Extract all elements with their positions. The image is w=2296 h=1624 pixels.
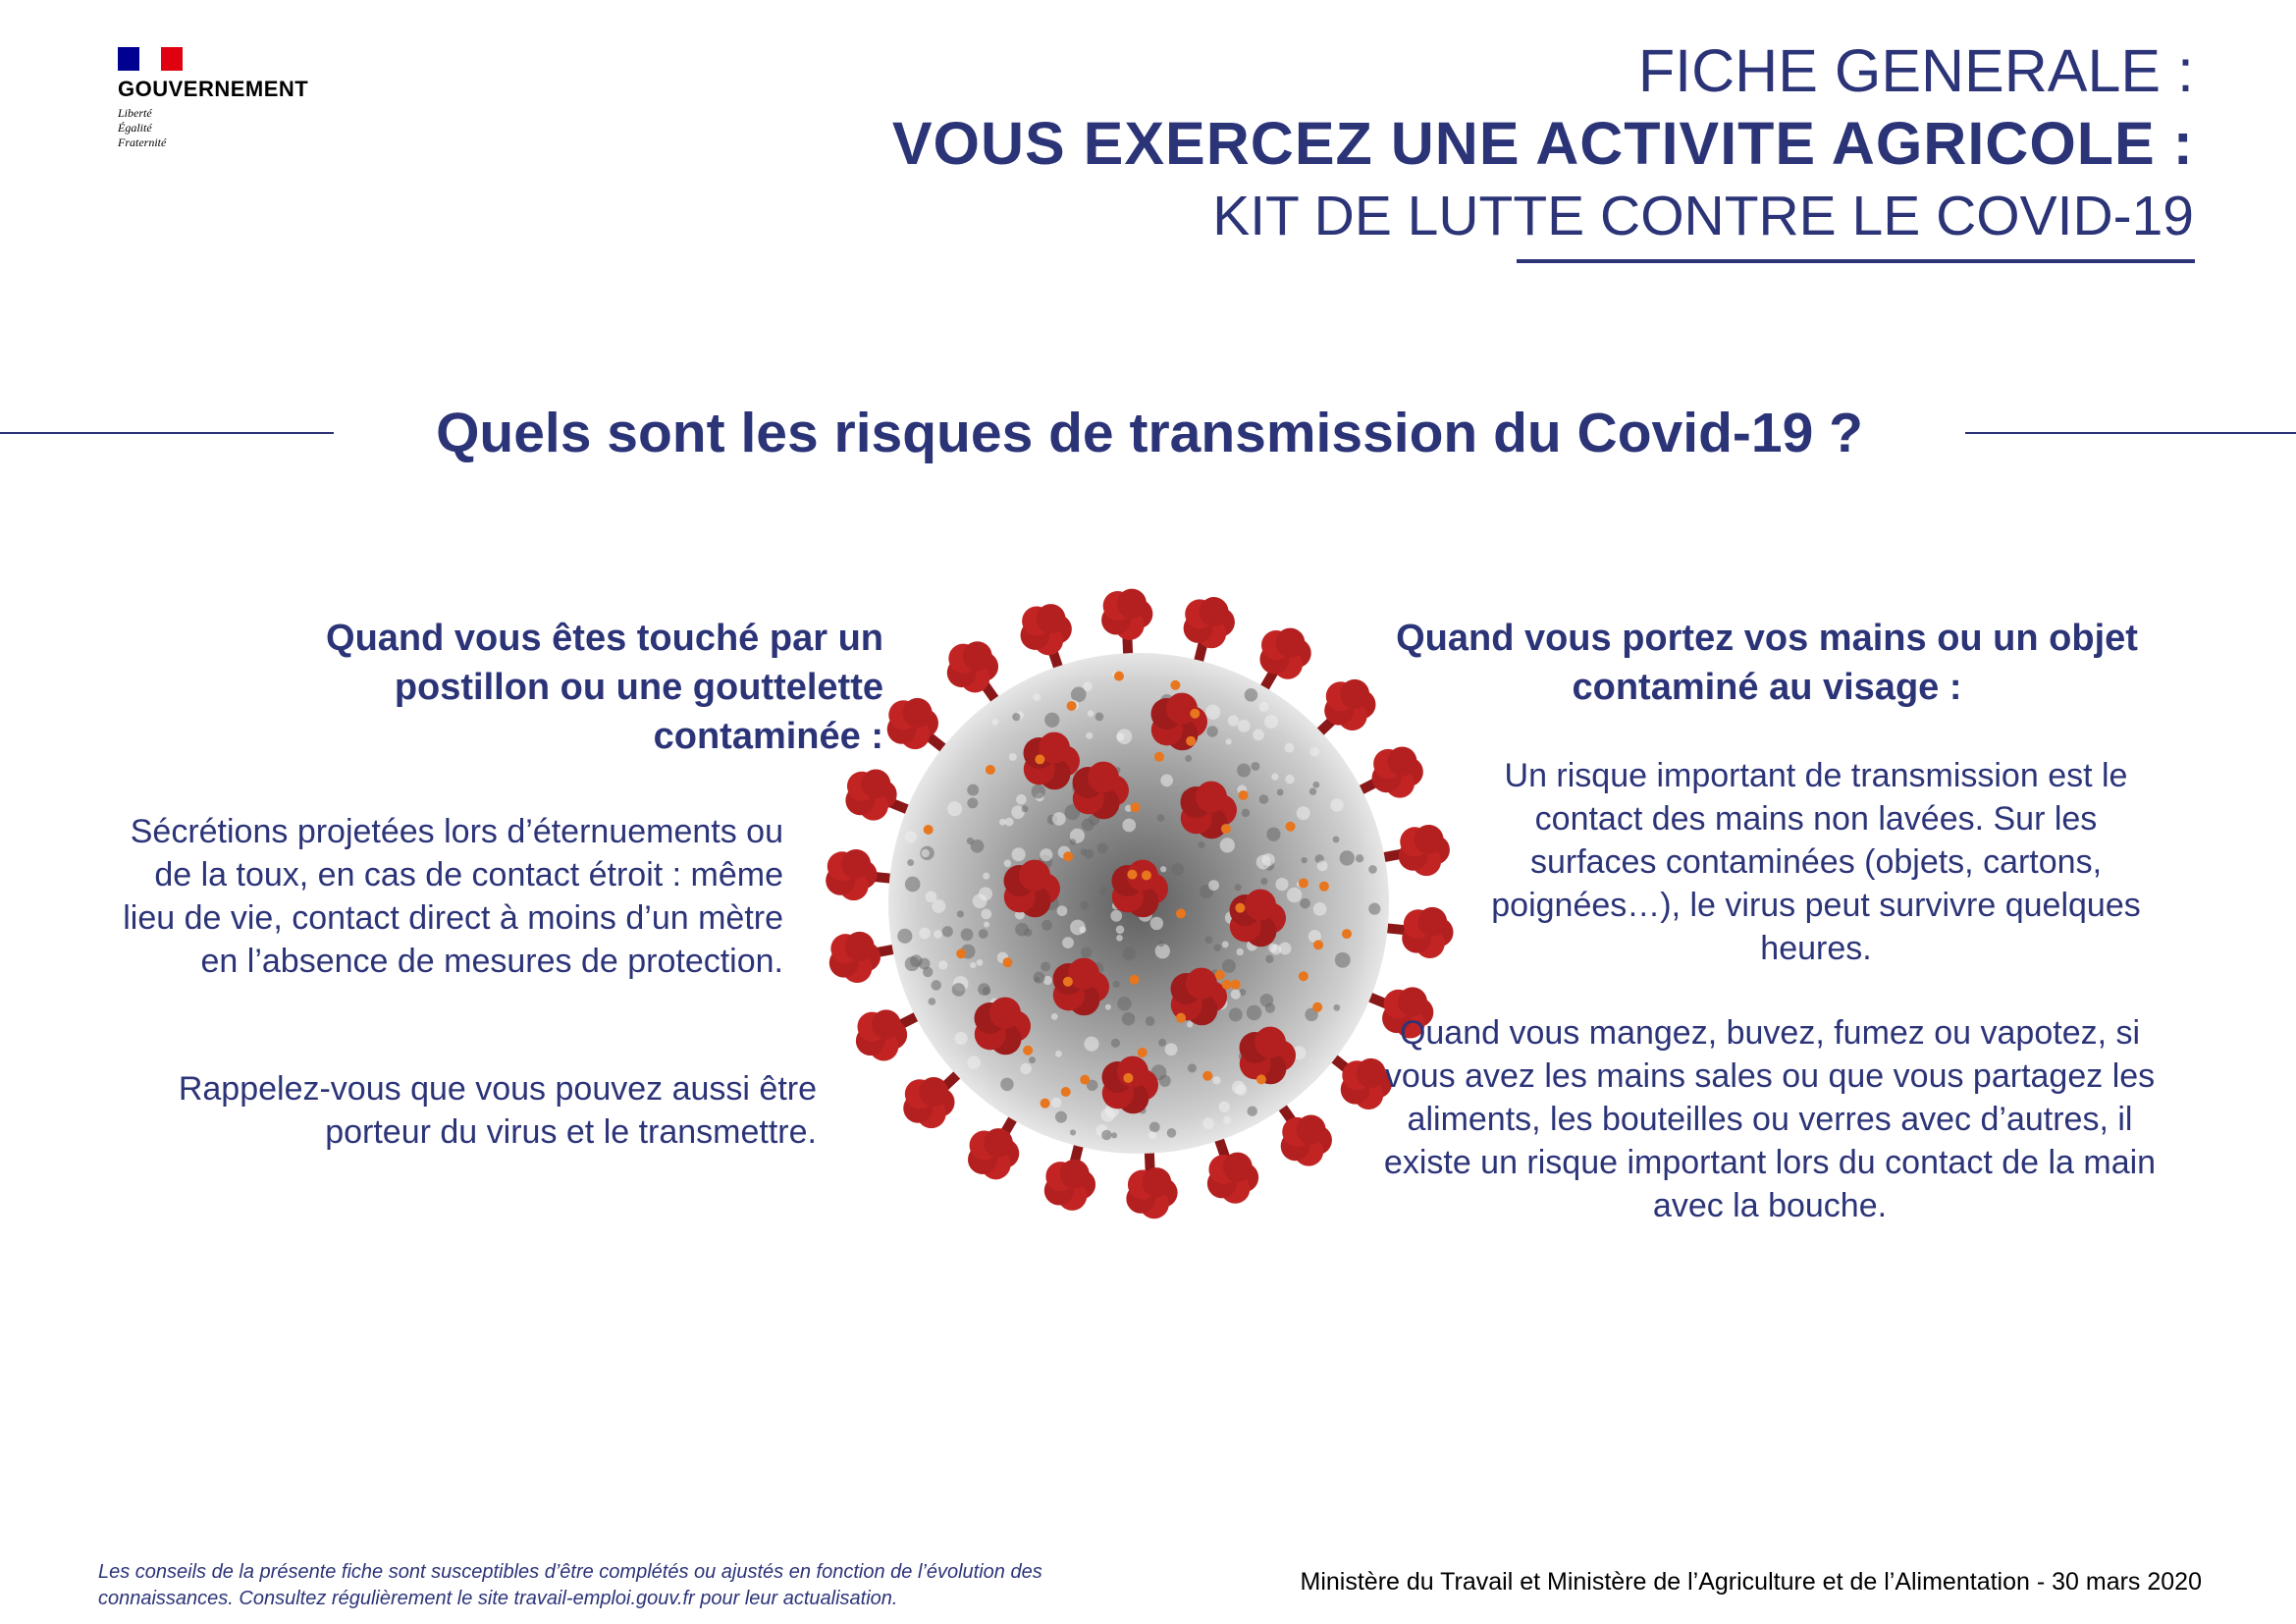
- virus-spike-lobe: [1415, 825, 1444, 854]
- virus-spike-lobe: [984, 1128, 1013, 1158]
- right-body-1: Un risque important de transmission est le contact des mains non lavées. Sur les surfaces contaminées (objets, cartons, poignées…), le virus peut survivre quelques heures.: [1491, 757, 2141, 967]
- virus-texture: [1032, 785, 1045, 798]
- virus-spike: [1207, 1153, 1258, 1204]
- virus-spike: [1399, 825, 1450, 876]
- right-body-2: Quand vous mangez, buvez, fumez ou vapotez, si vous avez les mains sales ou que vous partagez les aliments, les bouteilles ou verres avec d’autres, il existe un risque important lors du contact de la main avec la bouche.: [1383, 1014, 2157, 1224]
- virus-texture: [970, 962, 976, 968]
- left-body-2: Rappelez-vous que vous pouvez aussi être porteur du virus et le transmettre.: [178, 1070, 817, 1151]
- virus-texture: [1251, 762, 1259, 771]
- virus-texture: [1051, 1098, 1062, 1109]
- virus-texture: [1187, 1021, 1193, 1027]
- virus-spike: [1021, 604, 1072, 655]
- virus-protein-dot: [1190, 709, 1200, 719]
- virus-spike: [845, 769, 896, 820]
- virus-spike-lobe: [841, 849, 871, 879]
- virus-texture: [967, 797, 978, 808]
- virus-texture: [1116, 935, 1123, 942]
- virus-texture: [1116, 926, 1125, 935]
- virus-texture: [923, 967, 933, 977]
- virus-protein-dot: [1023, 1046, 1033, 1056]
- logo-motto: [118, 106, 353, 150]
- header-line-1: FICHE GENERALE :: [1637, 37, 2194, 104]
- virus-spike-lobe: [1223, 1153, 1253, 1182]
- virus-spike-lobe: [1255, 1027, 1286, 1058]
- virus-spike-lobe: [1166, 693, 1198, 725]
- virus-spike-lobe: [1387, 746, 1416, 776]
- virus-texture: [1148, 1131, 1156, 1139]
- virus-spike: [1126, 1167, 1177, 1218]
- virus-texture: [1259, 794, 1269, 804]
- left-body-1: Sécrétions projetées lors d’éternuements ou de la toux, en cas de contact étroit : même lieu de vie, contact direct à moins d’un mètre en l’absence de mesures de protection.: [123, 813, 783, 980]
- virus-texture: [1277, 789, 1284, 796]
- virus-texture: [999, 819, 1006, 826]
- virus-texture: [897, 929, 912, 944]
- virus-texture: [954, 1032, 967, 1045]
- virus-protein-dot: [1127, 870, 1137, 880]
- virus-texture: [1222, 941, 1229, 947]
- virus-spike-lobe: [903, 698, 933, 728]
- virus-protein-dot: [1319, 882, 1329, 892]
- virus-texture: [907, 859, 914, 866]
- virus-texture: [1097, 842, 1108, 853]
- virus-protein-dot: [1299, 878, 1308, 888]
- virus-texture: [1214, 945, 1221, 951]
- virus-texture: [1340, 850, 1355, 865]
- virus-texture: [947, 801, 962, 816]
- virus-texture: [1229, 1008, 1243, 1022]
- virus-texture: [1082, 818, 1095, 831]
- left-heading: Quand vous êtes touché par un postillon ou une gouttelette contaminée :: [326, 618, 883, 757]
- virus-texture: [984, 921, 989, 927]
- virus-texture: [1202, 1117, 1214, 1129]
- virus-texture: [1051, 1013, 1058, 1020]
- virus-texture: [1111, 1132, 1117, 1138]
- virus-texture: [961, 928, 974, 941]
- virus-spike-lobe: [1186, 968, 1217, 1000]
- virus-texture: [1081, 947, 1092, 957]
- virus-texture: [1005, 818, 1014, 827]
- virus-texture: [1205, 705, 1220, 720]
- virus-spike: [1044, 1160, 1095, 1211]
- virus-texture: [1206, 726, 1217, 736]
- virus-texture: [971, 839, 985, 853]
- virus-texture: [1260, 994, 1274, 1007]
- virus-texture: [981, 909, 991, 920]
- virus-protein-dot: [1222, 980, 1232, 990]
- virus-texture: [1080, 926, 1087, 933]
- virus-spike-lobe: [1275, 628, 1305, 658]
- virus-texture: [1012, 847, 1026, 861]
- virus-texture: [1313, 782, 1320, 788]
- virus-texture: [1247, 1106, 1256, 1115]
- virus-texture: [1105, 1004, 1111, 1010]
- virus-texture: [1100, 1109, 1114, 1122]
- virus-texture: [1055, 1111, 1067, 1123]
- virus-spike: [826, 849, 877, 900]
- virus-texture: [1160, 866, 1166, 872]
- virus-texture: [1262, 853, 1275, 866]
- virus-texture: [1122, 1012, 1135, 1025]
- virus-texture: [1160, 775, 1173, 787]
- virus-texture: [942, 926, 953, 937]
- virus-texture: [1113, 981, 1120, 988]
- virus-texture: [1117, 729, 1133, 744]
- virus-texture: [1235, 884, 1242, 891]
- virus-texture: [1122, 947, 1136, 961]
- virus-texture: [934, 930, 942, 939]
- virus-texture: [929, 998, 936, 1005]
- virus-texture: [1016, 794, 1027, 805]
- motto-egalite: Égalité: [118, 121, 152, 135]
- virus-protein-dot: [1313, 940, 1323, 949]
- virus-texture: [1122, 819, 1136, 833]
- virus-texture: [1185, 755, 1192, 762]
- virus-spike-lobe: [845, 932, 875, 961]
- government-logo: [118, 47, 353, 150]
- right-heading: Quand vous portez vos mains ou un objet contaminé au visage :: [1396, 618, 2138, 708]
- virus-spike-lobe: [1019, 860, 1050, 892]
- virus-texture: [1236, 948, 1244, 956]
- virus-texture: [1044, 713, 1059, 728]
- virus-texture: [1225, 738, 1231, 744]
- virus-texture: [910, 954, 923, 967]
- virus-texture: [1219, 1102, 1230, 1112]
- virus-texture: [905, 877, 921, 893]
- virus-texture: [957, 910, 964, 917]
- virus-protein-dot: [1215, 970, 1225, 980]
- virus-texture: [1167, 1128, 1177, 1138]
- virus-texture: [1022, 805, 1029, 812]
- virus-texture: [967, 785, 979, 796]
- section-question: Quels sont les risques de transmission du Covid-19 ?: [436, 402, 1863, 464]
- virus-texture: [1333, 1004, 1340, 1011]
- virus-texture: [1101, 1130, 1111, 1140]
- virus-texture: [1208, 880, 1219, 891]
- virus-protein-dot: [1063, 977, 1073, 987]
- virus-texture: [967, 1056, 981, 1069]
- virus-texture: [1165, 1043, 1178, 1056]
- virus-texture: [1287, 888, 1303, 903]
- virus-protein-dot: [1131, 802, 1141, 812]
- virus-texture: [1086, 732, 1093, 739]
- virus-protein-dot: [1063, 851, 1073, 861]
- question-rule-left: [0, 432, 334, 434]
- virus-protein-dot: [1170, 680, 1180, 690]
- virus-texture: [1237, 764, 1251, 778]
- virus-spike: [1101, 589, 1152, 640]
- virus-protein-dot: [1080, 1075, 1090, 1085]
- motto-fraternite: Fraternité: [118, 135, 167, 149]
- virus-protein-dot: [1186, 736, 1196, 746]
- virus-spike: [1324, 679, 1375, 731]
- virus-protein-dot: [1235, 903, 1245, 913]
- virus-texture: [983, 873, 989, 880]
- virus-spike: [1372, 746, 1423, 797]
- virus-texture: [1198, 841, 1204, 848]
- virus-texture: [926, 891, 937, 902]
- virus-texture: [1052, 812, 1066, 826]
- virus-texture: [1040, 848, 1052, 861]
- virus-texture: [1034, 972, 1045, 984]
- virus-texture: [1309, 787, 1316, 794]
- footer-credit: Ministère du Travail et Ministère de l’Agriculture et de l’Alimentation - 30 mars 2020: [1300, 1568, 2202, 1596]
- virus-protein-dot: [1239, 790, 1249, 800]
- virus-texture: [1228, 715, 1239, 726]
- footer-note: Les conseils de la présente fiche sont susceptibles d’être complétés ou ajustés en fonction de l’évolution des connaissances. Consultez régulièrement le site travail-emploi.gouv.fr pour leur actualisation.: [98, 1561, 1042, 1609]
- header-title-block: [892, 33, 2194, 253]
- virus-protein-dot: [956, 948, 966, 958]
- virus-texture: [1268, 944, 1277, 952]
- virus-texture: [919, 928, 931, 940]
- virus-texture: [1095, 713, 1104, 722]
- virus-texture: [1041, 920, 1052, 931]
- virus-protein-dot: [1035, 754, 1044, 764]
- virus-texture: [1333, 836, 1340, 842]
- virus-spike-lobe: [1117, 589, 1147, 619]
- virus-protein-dot: [1221, 824, 1231, 834]
- header-line-3: KIT DE LUTTE CONTRE LE COVID-19: [1212, 185, 2194, 247]
- virus-texture: [1009, 753, 1017, 761]
- virus-texture: [1157, 814, 1165, 822]
- question-rule-right: [1965, 432, 2296, 434]
- virus-texture: [1057, 905, 1068, 916]
- virus-protein-dot: [924, 825, 934, 835]
- virus-texture: [1088, 710, 1095, 717]
- virus-protein-dot: [1176, 1013, 1186, 1023]
- virus-spike-lobe: [1196, 782, 1227, 813]
- virus-spike-lobe: [963, 641, 992, 671]
- virus-spike-lobe: [1036, 604, 1065, 633]
- virus-texture: [1150, 917, 1163, 930]
- virus-spike-lobe: [1142, 1167, 1171, 1197]
- virus-texture: [1055, 1051, 1062, 1057]
- virus-texture: [1080, 901, 1089, 910]
- virus-protein-dot: [1299, 971, 1308, 981]
- virus-protein-dot: [1142, 870, 1151, 880]
- virus-protein-dot: [1130, 975, 1140, 985]
- virus-spike: [968, 1128, 1019, 1179]
- virus-texture: [1356, 854, 1363, 862]
- virus-texture: [1012, 713, 1020, 721]
- virus-protein-dot: [1312, 1002, 1322, 1012]
- virus-texture: [979, 887, 992, 900]
- motto-liberte: Liberté: [118, 106, 152, 120]
- virus-texture: [1041, 962, 1050, 972]
- virus-texture: [1284, 743, 1294, 753]
- virus-texture: [991, 719, 998, 726]
- virus-texture: [1247, 1005, 1262, 1021]
- virus-spike-lobe: [1068, 958, 1099, 990]
- virus-texture: [1223, 1116, 1231, 1124]
- virus-spike: [1402, 907, 1453, 958]
- virus-protein-dot: [1202, 1071, 1212, 1081]
- virus-texture: [977, 959, 984, 966]
- virus-texture: [1111, 1039, 1120, 1048]
- virus-texture: [1000, 1078, 1013, 1091]
- virus-texture: [1117, 997, 1131, 1010]
- header-line-2: VOUS EXERCEZ UNE ACTIVITE AGRICOLE :: [891, 110, 2194, 177]
- virus-spike-lobe: [861, 769, 890, 798]
- virus-spike: [856, 1009, 907, 1060]
- virus-spike: [1281, 1115, 1332, 1166]
- virus-spike-lobe: [1060, 1160, 1090, 1189]
- virus-texture: [1110, 910, 1122, 922]
- virus-texture: [1033, 693, 1041, 701]
- virus-texture: [1188, 1063, 1197, 1072]
- virus-spike-lobe: [1297, 1115, 1326, 1145]
- virus-texture: [1253, 730, 1264, 741]
- virus-protein-dot: [1256, 1074, 1266, 1084]
- virus-texture: [1297, 806, 1310, 820]
- virus-protein-dot: [1067, 701, 1077, 711]
- virus-texture: [1275, 878, 1288, 891]
- virus-texture: [1330, 798, 1343, 811]
- virus-texture: [905, 831, 917, 842]
- virus-texture: [1309, 747, 1319, 757]
- virus-texture: [1081, 848, 1088, 855]
- virus-texture: [1084, 1037, 1098, 1052]
- virus-texture: [1220, 838, 1235, 852]
- virus-texture: [1368, 865, 1377, 874]
- virus-texture: [1070, 839, 1076, 844]
- virus-protein-dot: [1123, 1073, 1133, 1083]
- virus-texture: [921, 849, 930, 858]
- virus-texture: [1266, 828, 1280, 841]
- virus-texture: [952, 983, 966, 997]
- virus-texture: [1317, 860, 1328, 871]
- virus-texture: [1300, 898, 1310, 909]
- virus-texture: [1242, 809, 1250, 817]
- virus-protein-dot: [1286, 822, 1296, 832]
- virus-texture: [983, 987, 990, 995]
- virus-protein-dot: [1114, 672, 1124, 681]
- virus-texture: [1172, 863, 1185, 876]
- virus-spike-lobe: [1245, 890, 1276, 921]
- virus-spike-lobe: [1117, 1056, 1148, 1088]
- virus-texture: [1158, 1039, 1166, 1047]
- virus-texture: [1259, 702, 1269, 712]
- virus-protein-dot: [1154, 752, 1164, 762]
- virus-spike-lobe: [1340, 679, 1369, 709]
- header-underline: [1517, 259, 2195, 263]
- virus-texture: [1020, 1063, 1032, 1075]
- virus-texture: [1260, 878, 1267, 885]
- virus-texture: [979, 929, 988, 939]
- virus-spike-lobe: [1088, 762, 1119, 793]
- virus-texture: [1238, 720, 1251, 732]
- virus-protein-dot: [1041, 1099, 1050, 1109]
- virus-spike-lobe: [919, 1077, 948, 1107]
- virus-texture: [1335, 952, 1351, 968]
- virus-texture: [1212, 1076, 1220, 1084]
- virus-texture: [1302, 857, 1308, 863]
- virus-spike-lobe: [1417, 907, 1447, 937]
- virus-protein-dot: [986, 765, 995, 775]
- virus-texture: [1099, 887, 1108, 895]
- virus-texture: [1070, 1129, 1076, 1135]
- virus-texture: [1146, 1016, 1155, 1026]
- virus-texture: [1158, 941, 1165, 947]
- virus-protein-dot: [1342, 929, 1352, 939]
- virus-texture: [1149, 1122, 1160, 1133]
- virus-spike-lobe: [872, 1009, 901, 1039]
- virus-texture: [1024, 929, 1032, 937]
- virus-texture: [1029, 1056, 1036, 1063]
- virus-texture: [1265, 955, 1273, 963]
- logo-name: GOUVERNEMENT: [118, 77, 309, 101]
- virus-texture: [1004, 860, 1012, 868]
- virus-texture: [1222, 959, 1236, 973]
- virus-texture: [1204, 936, 1212, 944]
- virus-texture: [1285, 775, 1295, 785]
- virus-texture: [1062, 937, 1074, 948]
- virus-protein-dot: [1138, 1048, 1148, 1057]
- french-flag-icon: [118, 47, 183, 71]
- virus-spike: [1184, 597, 1235, 648]
- virus-texture: [1232, 1081, 1246, 1095]
- virus-texture: [1245, 688, 1258, 702]
- virus-protein-dot: [1061, 1087, 1071, 1097]
- virus-spike: [1259, 628, 1310, 679]
- virus-texture: [1271, 773, 1278, 780]
- virus-texture: [1231, 989, 1241, 999]
- virus-protein-dot: [1003, 957, 1013, 967]
- virus-spike-lobe: [1200, 597, 1229, 626]
- virus-texture: [938, 960, 947, 969]
- virus-protein-dot: [1231, 980, 1241, 990]
- virus-texture: [931, 980, 941, 991]
- virus-protein-dot: [1176, 908, 1186, 918]
- virus-texture: [1313, 902, 1327, 916]
- virus-spike-lobe: [989, 998, 1021, 1029]
- virus-spike: [829, 932, 881, 983]
- virus-texture: [1368, 903, 1380, 915]
- virus-texture: [1264, 715, 1278, 729]
